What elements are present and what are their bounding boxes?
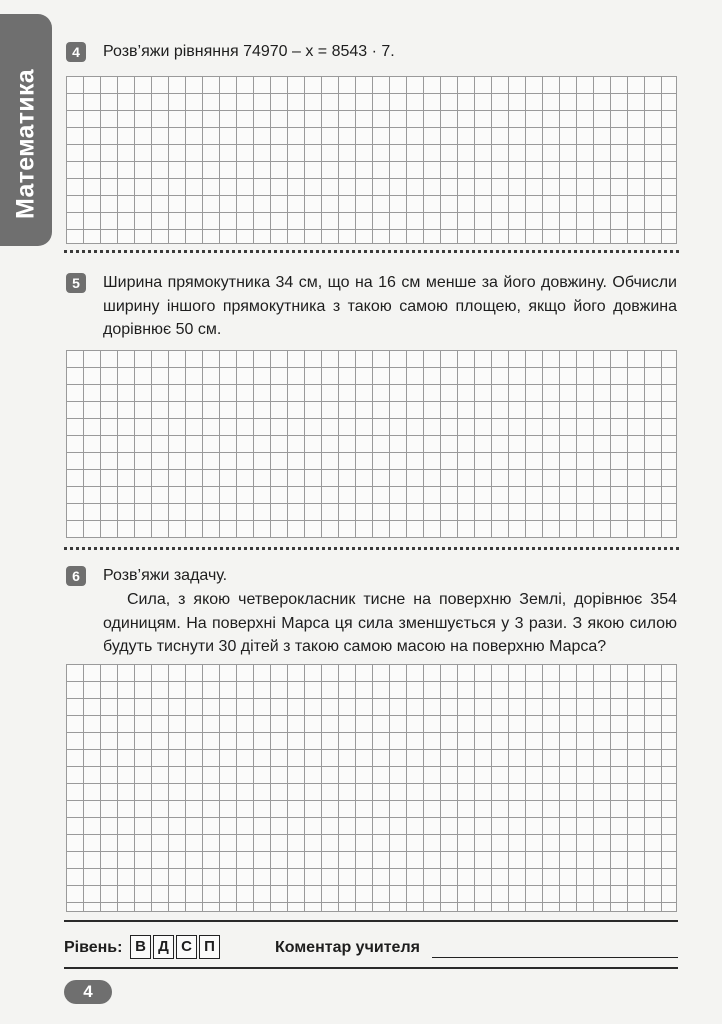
level-label: Рівень:: [64, 939, 123, 956]
separator-dotted: [64, 250, 679, 253]
task-5-number: 5: [66, 273, 86, 293]
task-5-text: [103, 271, 677, 342]
footer-rule-bottom: [64, 967, 678, 969]
level-box-v[interactable]: В: [130, 935, 151, 959]
teacher-comment-field[interactable]: [432, 957, 678, 958]
task-5-answer-grid[interactable]: [66, 350, 677, 538]
level-box-p[interactable]: П: [199, 935, 220, 959]
footer-rule-top: [64, 920, 678, 922]
assessment-row: [64, 933, 678, 963]
task-6-line-2: Сила, з якою четверокласник тисне на поверхню Землі, дорівнює 354 одиницям. На поверхні Марса ця сила зменшується у 3 рази. З якою силою будуть тиснути 30 дітей з такою самою масою на поверхню Марса?: [103, 591, 677, 655]
level-box-s[interactable]: С: [176, 935, 197, 959]
page-number: 4: [64, 980, 112, 1004]
task-6-line-1: Розв’яжи задачу.: [103, 567, 228, 584]
task-6-text: [103, 588, 677, 659]
task-6-heading: [103, 564, 677, 588]
task-4-answer-grid[interactable]: [66, 76, 677, 244]
task-4-line: Розв’яжи рівняння 74970 – x = 8543 · 7.: [103, 43, 395, 60]
teacher-comment-label: Коментар учителя: [275, 939, 420, 956]
subject-tab: [0, 14, 52, 246]
subject-label: Математика: [11, 69, 40, 219]
task-6-number: 6: [66, 566, 86, 586]
task-4-text: [103, 40, 677, 64]
task-5-line: Ширина прямокутника 34 см, що на 16 см менше за його довжину. Обчисли ширину іншого прямокутника з такою самою площею, якщо його довжина дорівнює 50 см.: [103, 274, 677, 338]
separator-dotted: [64, 547, 679, 550]
level-box-d[interactable]: Д: [153, 935, 174, 959]
task-4-number: 4: [66, 42, 86, 62]
task-6-answer-grid[interactable]: [66, 664, 677, 912]
